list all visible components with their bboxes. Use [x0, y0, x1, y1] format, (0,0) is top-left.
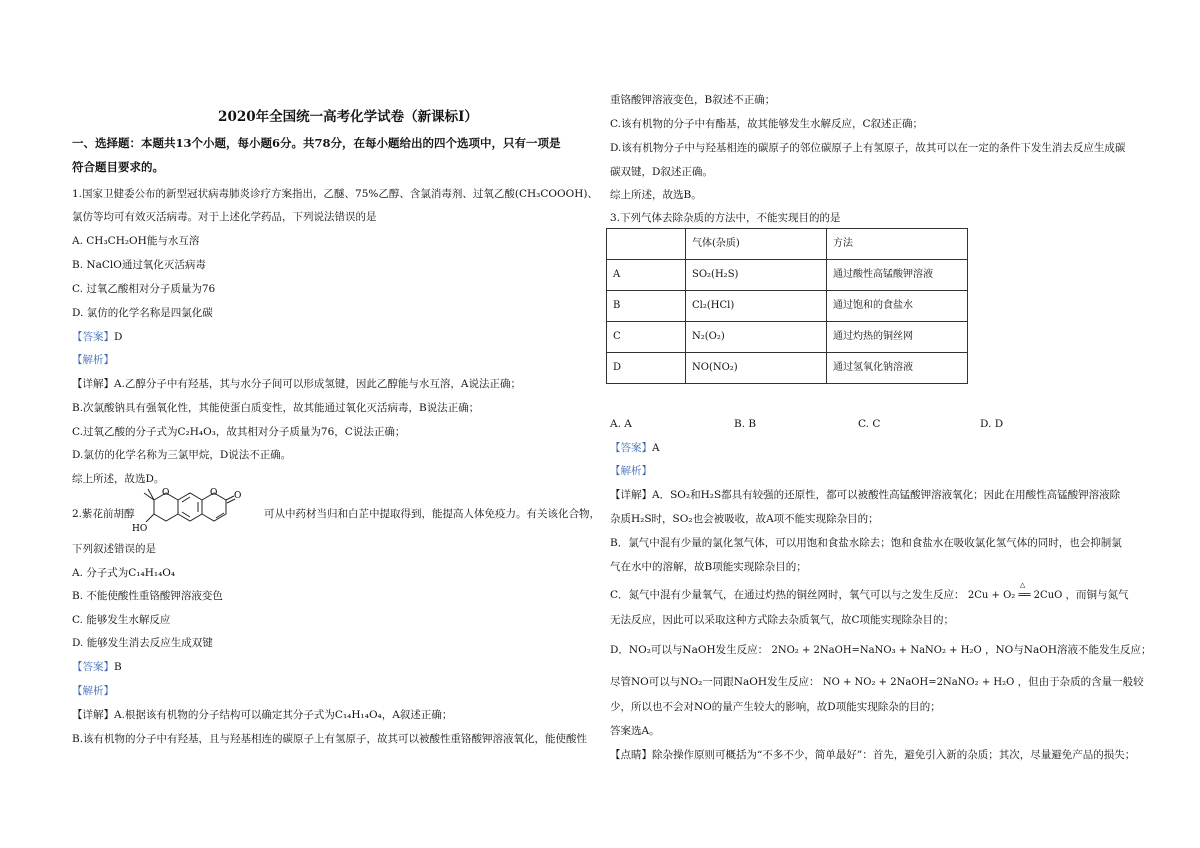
q2-answer	[72, 661, 122, 673]
no-no2-naoh-equation: NO + NO₂ + 2NaOH=2NaNO₂ + H₂O	[822, 677, 1015, 688]
detail-tag: 【详解】	[610, 489, 652, 501]
q2-detail-line-1	[72, 709, 452, 721]
detail-text: D．NO₂可以与NaOH发生反应：	[610, 644, 769, 656]
table-header-cell: 气体(杂质)	[686, 229, 827, 260]
q1-answer	[72, 331, 122, 343]
q3-option-a: A. A	[610, 418, 632, 430]
q2-analysis-tag: 【解析】	[72, 685, 114, 697]
table-cell: A	[607, 260, 686, 291]
q2-stem-2: 下列叙述错误的是	[72, 543, 156, 555]
detail-text: A.乙醇分子中有羟基，其与水分子间可以形成氢键，因此乙醇能与水互溶，A说法正确；	[114, 378, 522, 390]
q1-detail-line-4: D.氯仿的化学名称为三氯甲烷，D说法不正确。	[72, 449, 292, 461]
table-cell: C	[607, 322, 686, 353]
table-cell: 通过饱和的食盐水	[827, 291, 968, 322]
table-header-row	[607, 229, 968, 260]
table-cell: SO₂(H₂S)	[686, 260, 827, 291]
q3-detail-line-6: 无法反应，因此可以采取这种方式除去杂质氧气，故C项能实现除杂目的；	[610, 614, 955, 626]
comment-text: 除杂操作原则可概括为“不多不少，简单最好”：首先，避免引入新的杂质；其次，尽量避免产品的损失；	[652, 749, 1136, 761]
q3-option-c: C. C	[858, 418, 881, 430]
table-row	[607, 353, 968, 384]
q3-detail-line-9: 少，所以也不会对NO的量产生较大的影响，故D项能实现除杂的目的；	[610, 701, 941, 713]
continued-line-4: 碳双键，D叙述正确。	[610, 166, 713, 178]
q3-detail-line-8	[610, 676, 1144, 689]
copper-oxygen-equation	[967, 581, 1066, 601]
answer-tag: 【答案】	[72, 661, 114, 673]
answer-value: D	[114, 331, 123, 343]
detail-tag: 【详解】	[72, 378, 114, 390]
q2-option-c: C. 能够发生水解反应	[72, 614, 171, 626]
continued-summary: 综上所述，故选B。	[610, 189, 702, 201]
q3-detail-line-5	[610, 581, 1129, 602]
table-cell: B	[607, 291, 686, 322]
q1-stem-1: 1.国家卫健委公布的新型冠状病毒肺炎诊疗方案指出，乙醚、75%乙醇、含氯消毒剂、过氧乙酸(CH₃COOOH)、	[72, 188, 598, 200]
q2-stem-suffix: 可从中药材当归和白芷中提取得到，能提高人体免疫力。有关该化合物，	[264, 508, 600, 520]
equation-text: 2Cu + O₂ ══ 2CuO	[967, 590, 1063, 601]
answer-tag: 【答案】	[610, 442, 652, 454]
table-header-cell	[607, 229, 686, 260]
detail-text: 尽管NO可以与NO₂一同跟NaOH发生反应：	[610, 676, 820, 688]
detail-text: ，NO与NaOH溶液不能发生反应；	[985, 644, 1152, 656]
detail-text: C．氮气中混有少量氧气，在通过灼热的铜丝网时，氧气可以与之发生反应：	[610, 589, 965, 601]
q2-option-d: D. 能够发生消去反应生成双键	[72, 637, 213, 649]
q2-option-a: A. 分子式为C₁₄H₁₄O₄	[72, 567, 176, 579]
ring-oxygen-label: O	[162, 488, 170, 498]
detail-text: ，而铜与氮气	[1065, 589, 1129, 601]
page-title: 2020年全国统一高考化学试卷（新课标Ⅰ）	[218, 109, 478, 125]
table-header-cell: 方法	[827, 229, 968, 260]
q3-detail-line-2: 杂质H₂S时，SO₂也会被吸收，故A项不能实现除杂目的；	[610, 513, 879, 525]
table-cell: NO(NO₂)	[686, 353, 827, 384]
q1-summary: 综上所述，故选D。	[72, 473, 165, 485]
continued-line-2: C.该有机物的分子中有酯基，故其能够发生水解反应，C叙述正确；	[610, 118, 924, 130]
detail-text: A.根据该有机物的分子结构可以确定其分子式为C₁₄H₁₄O₄，A叙述正确；	[114, 709, 453, 721]
table-row	[607, 291, 968, 322]
table-row	[607, 260, 968, 291]
table-cell: 通过酸性高锰酸钾溶液	[827, 260, 968, 291]
q2-option-b: B. 不能使酸性重铬酸钾溶液变色	[72, 590, 223, 602]
q3-detail-line-3: B．氯气中混有少量的氯化氢气体，可以用饱和食盐水除去；饱和食盐水在吸收氯化氢气体的同时，也会抑制氯	[610, 537, 1122, 549]
q1-option-b: B. NaClO通过氧化灭活病毒	[72, 259, 206, 271]
q3-stem: 3.下列气体去除杂质的方法中，不能实现目的的是	[610, 212, 841, 224]
section-heading-line-1: 一、选择题：本题共13个小题，每小题6分。共78分，在每小题给出的四个选项中，只有一项是	[72, 136, 561, 150]
q3-table	[606, 228, 968, 384]
q2-stem-prefix: 2.紫花前胡醇	[72, 508, 135, 520]
q1-detail-line-3: C.过氧乙酸的分子式为C₂H₄O₃，故其相对分子质量为76，C说法正确；	[72, 426, 406, 438]
q3-comment	[610, 749, 1135, 761]
table-cell: Cl₂(HCl)	[686, 291, 827, 322]
answer-tag: 【答案】	[72, 331, 114, 343]
q3-detail-line-7	[610, 644, 1152, 657]
detail-text: A．SO₂和H₂S都具有较强的还原性，都可以被酸性高锰酸钾溶液氧化；因此在用酸性高锰酸钾溶液除	[652, 489, 1121, 501]
q3-option-d: D. D	[980, 418, 1004, 430]
table-cell: N₂(O₂)	[686, 322, 827, 353]
q1-stem-2: 氯仿等均可有效灭活病毒。对于上述化学药品，下列说法错误的是	[72, 211, 377, 223]
detail-text: ，但由于杂质的含量一般较	[1017, 676, 1144, 688]
answer-value: B	[114, 661, 122, 673]
detail-tag: 【详解】	[72, 709, 114, 721]
q1-option-d: D. 氯仿的化学名称是四氯化碳	[72, 307, 213, 319]
no2-naoh-equation: 2NO₂ + 2NaOH=NaNO₃ + NaNO₂ + H₂O	[771, 645, 982, 656]
hydroxyl-label: HO	[132, 524, 148, 534]
q1-detail-line-2: B.次氯酸钠具有强氧化性，其能使蛋白质变性，故其能通过氧化灭活病毒，B说法正确；	[72, 402, 480, 414]
table-row	[607, 322, 968, 353]
q1-option-a: A. CH₃CH₂OH能与水互溶	[72, 235, 200, 247]
section-heading-line-2: 符合题目要求的。	[72, 160, 164, 174]
continued-line-3: D.该有机物分子中与羟基相连的碳原子的邻位碳原子上有氢原子，故其可以在一定的条件下发生消去反应生成碳	[610, 142, 1126, 154]
heating-condition-mark: △	[1019, 581, 1026, 589]
q3-option-b: B. B	[734, 418, 757, 430]
q1-detail-line-1	[72, 378, 521, 390]
carbonyl-oxygen-label: O	[234, 491, 242, 501]
table-cell: 通过灼热的铜丝网	[827, 322, 968, 353]
q3-conclusion: 答案选A。	[610, 725, 660, 737]
molecule-structure-image	[130, 480, 264, 538]
q1-analysis-tag: 【解析】	[72, 354, 114, 366]
q3-answer	[610, 442, 660, 454]
table-cell: D	[607, 353, 686, 384]
lactone-oxygen-label: O	[210, 488, 218, 498]
answer-value: A	[652, 442, 660, 454]
q3-detail-line-1	[610, 489, 1120, 501]
q3-detail-line-4: 气在水中的溶解，故B项能实现除杂目的；	[610, 561, 807, 573]
q1-option-c: C. 过氧乙酸相对分子质量为76	[72, 283, 216, 295]
table-cell: 通过氢氧化钠溶液	[827, 353, 968, 384]
comment-tag: 【点睛】	[610, 749, 652, 761]
continued-line-1: 重铬酸钾溶液变色，B叙述不正确；	[610, 94, 776, 106]
q2-detail-line-2: B.该有机物的分子中有羟基，且与羟基相连的碳原子上有氢原子，故其可以被酸性重铬酸钾溶液氧化，能使酸性	[72, 733, 588, 745]
q3-analysis-tag: 【解析】	[610, 465, 652, 477]
